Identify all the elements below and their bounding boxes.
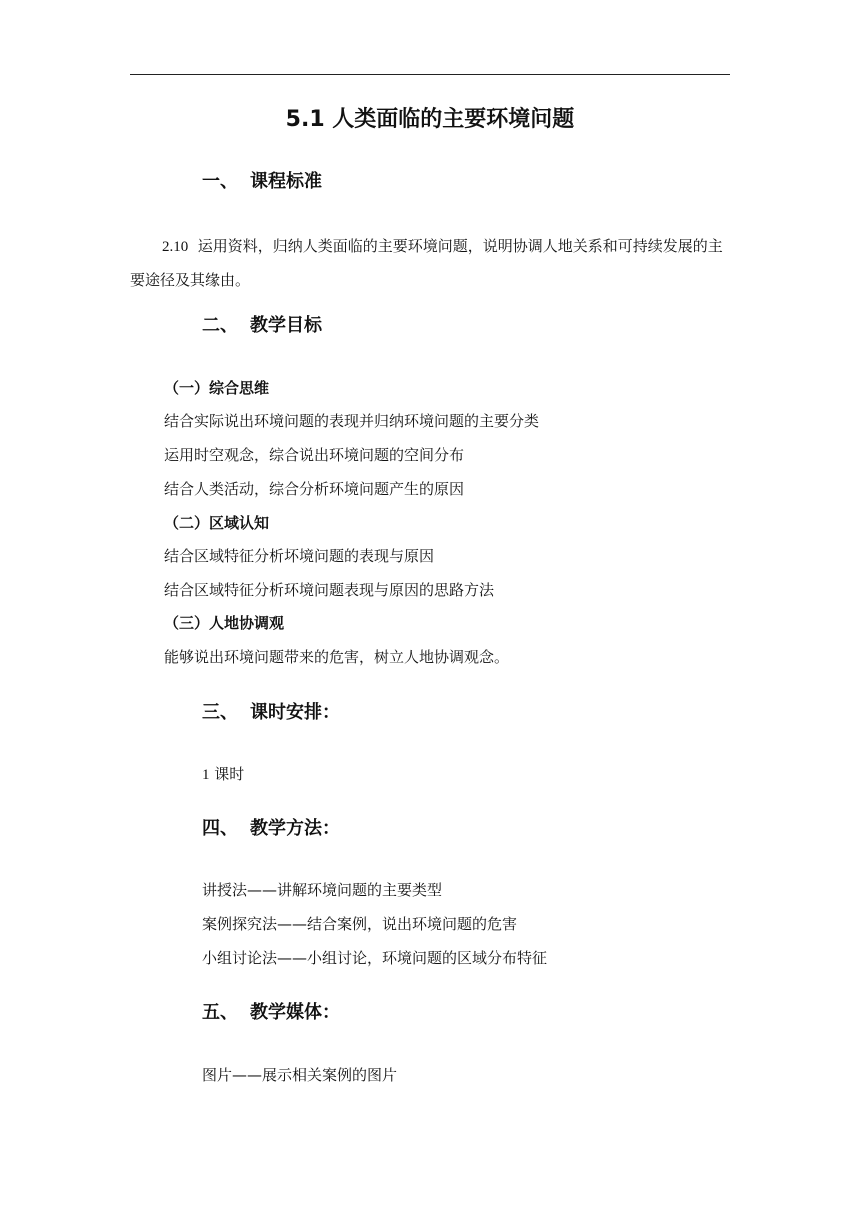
curriculum-standard-paragraph [130, 230, 730, 297]
schedule-unit: 课时 [214, 765, 245, 783]
section-heading-2 [202, 313, 322, 339]
section-heading-3 [202, 700, 340, 726]
section-title: 课程标准 [250, 171, 322, 192]
objective-item: 结合人类活动，综合分析环境问题产生的原因 [164, 480, 465, 498]
section-number: 二、 [202, 315, 238, 336]
section-number: 一、 [202, 171, 238, 192]
method-item: 小组讨论法——小组讨论，环境问题的区域分布特征 [202, 949, 548, 967]
objective-heading-1: （一）综合思维 [164, 379, 270, 397]
objective-item: 结合区域特征分析环境问题表现与原因的思路方法 [164, 581, 495, 599]
schedule-text [202, 762, 244, 787]
objective-item: 能够说出环境问题带来的危害，树立人地协调观念。 [164, 648, 510, 666]
section-number: 三、 [202, 702, 238, 723]
objective-item: 运用时空观念，综合说出环境问题的空间分布 [164, 446, 465, 464]
section-heading-5 [202, 1000, 340, 1026]
objective-item: 结合区域特征分析坏境问题的表现与原因 [164, 547, 435, 565]
section-heading-1 [202, 169, 322, 195]
section-title: 教学方法： [250, 818, 340, 839]
section-heading-4 [202, 816, 340, 842]
section-title: 课时安排： [250, 702, 340, 723]
method-item: 案例探究法——结合案例，说出环境问题的危害 [202, 915, 518, 933]
section-title: 教学媒体： [250, 1002, 340, 1023]
method-item: 讲授法——讲解环境问题的主要类型 [202, 881, 443, 899]
objective-heading-2: （二）区域认知 [164, 514, 270, 532]
objective-heading-3: （三）人地协调观 [164, 614, 285, 632]
section-number: 四、 [202, 818, 238, 839]
document-title: 5.1 人类面临的主要环境问题 [285, 107, 575, 132]
media-item: 图片——展示相关案例的图片 [202, 1066, 398, 1084]
objective-item: 结合实际说出环境问题的表现并归纳环境问题的主要分类 [164, 412, 540, 430]
standard-code: 2.10 [162, 239, 189, 255]
section-title: 教学目标 [250, 315, 322, 336]
standard-text: 运用资料，归纳人类面临的主要环境问题，说明协调人地关系和可持续发展的主要途径及其缘由。 [130, 237, 723, 289]
schedule-number: 1 [202, 767, 210, 783]
header-rule [130, 74, 730, 75]
section-number: 五、 [202, 1002, 238, 1023]
